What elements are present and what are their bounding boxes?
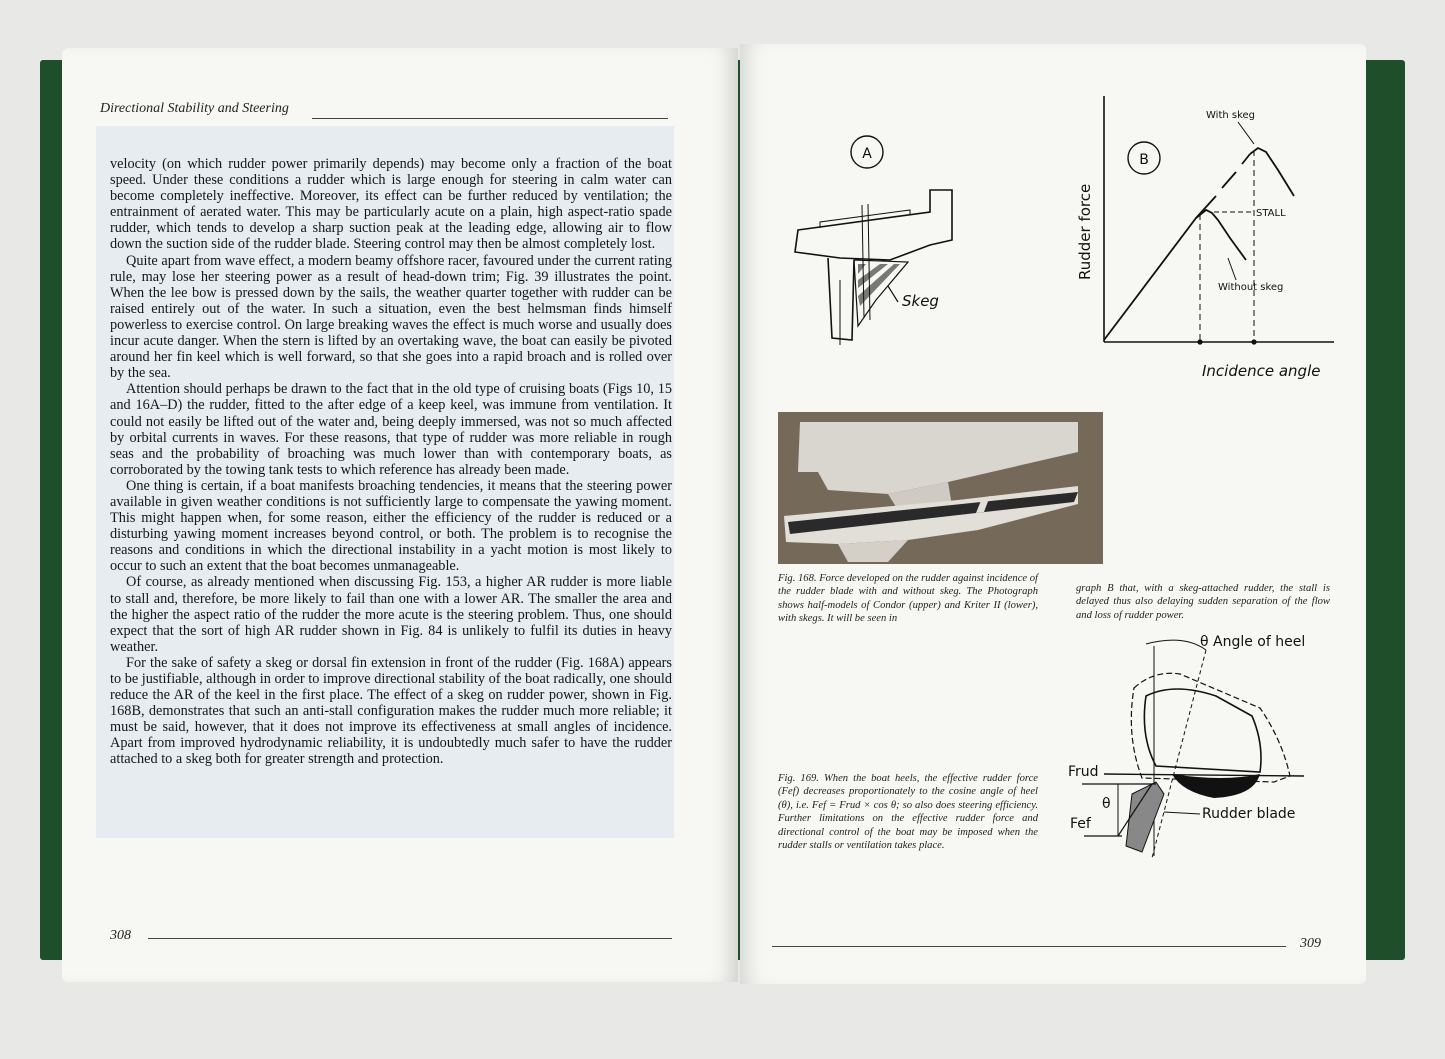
rudder-blade-label: Rudder blade <box>1202 806 1296 822</box>
with-skeg-curve <box>1250 148 1294 196</box>
fig168b-label: B <box>1139 152 1149 168</box>
fig168-caption-right: graph B that, with a skeg-attached rudder, the stall is delayed thus also delaying sudden separation of the flow and loss of rudder power. <box>1076 583 1330 621</box>
frud-label: Frud <box>1068 764 1099 780</box>
fig169-diagram <box>1064 626 1354 866</box>
header-rule <box>312 118 668 119</box>
paragraph: Of course, as already mentioned when discussing Fig. 153, a higher AR rudder is more liable to stall and, therefore, be more likely to fail than one with a lower AR. The smaller the area and the higher the aspect ratio of the rudder the more acute is the steering problem. Thus, one should expect that the sort of high AR rudder shown in Fig. 84 is unlikely to fulfil its duties in heavy weather. <box>110 574 672 655</box>
body-text <box>110 156 672 768</box>
without-skeg-label: Without skeg <box>1218 282 1284 293</box>
paragraph: velocity (on which rudder power primarily depends) may become only a fraction of the boat speed. Under these conditions a rudder which is large enough for steering in calm water can become completely ineffective. Moreover, its effect can be further reduced by ventilation; the entrainment of aerated water. This may be particularly acute on a plain, high aspect-ratio spade rudder, which tends to develop a sharp suction peak at the leading edge, allowing air to flow down the suction side of the rudder blade. Steering control may then be almost completely lost. <box>110 156 672 253</box>
without-skeg-curve <box>1104 210 1246 340</box>
theta-label: θ <box>1102 796 1111 812</box>
half-model-photo <box>778 412 1103 564</box>
footer-rule-right <box>772 946 1286 947</box>
fig168a-label: A <box>862 146 872 162</box>
paragraph: Quite apart from wave effect, a modern beamy offshore racer, favoured under the current rating rule, may lose her steering power as a result of head-down trim; Fig. 39 illustrates the point. When the lee bow is pressed down by the sails, the weather quarter together with rudder can be raised entirely out of the water. In such a situation, even the best helmsman finds himself powerless to exercise control. On large breaking waves the effect is much worse and usually does incur acute danger. When the stern is lifted by an overtaking wave, the boat can easily be pivoted around her fin keel which is well forward, so that she goes into a rapid broach and is rolled over by the sea. <box>110 252 672 382</box>
skeg-label: Skeg <box>902 292 939 310</box>
stall-label: STALL <box>1256 208 1286 219</box>
paragraph: One thing is certain, if a boat manifests broaching tendencies, it means that the steering power available in given weather conditions is not sufficiently large to compensate the yawing moment. This might happen when, for some reason, either the efficiency of the rudder is reduced or a disturbing yawing moment increases beyond control, or both. The problem is to recognise the reasons and conditions in which the directional instability in a yacht motion is most likely to occur to such an extent that the boat becomes unmanageable. <box>110 477 672 575</box>
x-axis-label: Incidence angle <box>1202 362 1321 380</box>
fig168-caption-left: Fig. 168. Force developed on the rudder against incidence of the rudder blade with and without skeg. The Photograph shows half-models of Condor (upper) and Kriter II (lower), with skegs. It will be seen in <box>778 573 1038 625</box>
fig169-caption: Fig. 169. When the boat heels, the effective rudder force (Fef) decreases proportionately to the cosine angle of heel (θ), i.e. Fef = Frud × cos θ; so also does steering efficiency. Further limitations on the effective rudder force and directional control of the boat may be imposed when the rudder stalls or ventilation takes place. <box>778 773 1038 852</box>
paragraph: For the sake of safety a skeg or dorsal fin extension in front of the rudder (Fig. 168A) appears to be justifiable, although in order to improve directional stability of the boat radically, one should reduce the AR of the keel in the first place. The effect of a skeg on rudder power, shown in Fig. 168B, demonstrates that such an anti-stall configuration makes the rudder much more reliable; it must be said, however, that it does not improve its effectiveness at small angles of incidence. Apart from improved hydrodynamic reliability, it is undoubtedly much safer to have the rudder attached to a skeg both for greater strength and protection. <box>110 654 672 768</box>
fef-label: Fef <box>1070 816 1091 832</box>
footer-rule <box>148 938 672 939</box>
y-axis-label: Rudder force <box>1076 183 1094 280</box>
page-number-left: 308 <box>110 928 131 943</box>
running-head: Directional Stability and Steering <box>100 101 289 116</box>
fig168b-graph <box>1068 90 1348 390</box>
with-skeg-label: With skeg <box>1206 110 1256 121</box>
page-number-right: 309 <box>1300 936 1321 951</box>
angle-of-heel-label: θ Angle of heel <box>1200 634 1306 650</box>
paragraph: Attention should perhaps be drawn to the fact that in the old type of cruising boats (Figs 10, 15 and 16A–D) the rudder, fitted to the after edge of a keep keel, was immune from ventilation. It could not easily be lifted out of the water and, being deeply immersed, was not so much affected by orbital currents in waves. For these reasons, that type of rudder was more reliable in rough seas and the probability of broaching was much lower than with contemporary boats, as corroborated by the towing tank tests to which reference has already been made. <box>110 381 672 478</box>
fig168a-diagram <box>780 130 970 360</box>
with-skeg-dashed <box>1196 154 1250 218</box>
